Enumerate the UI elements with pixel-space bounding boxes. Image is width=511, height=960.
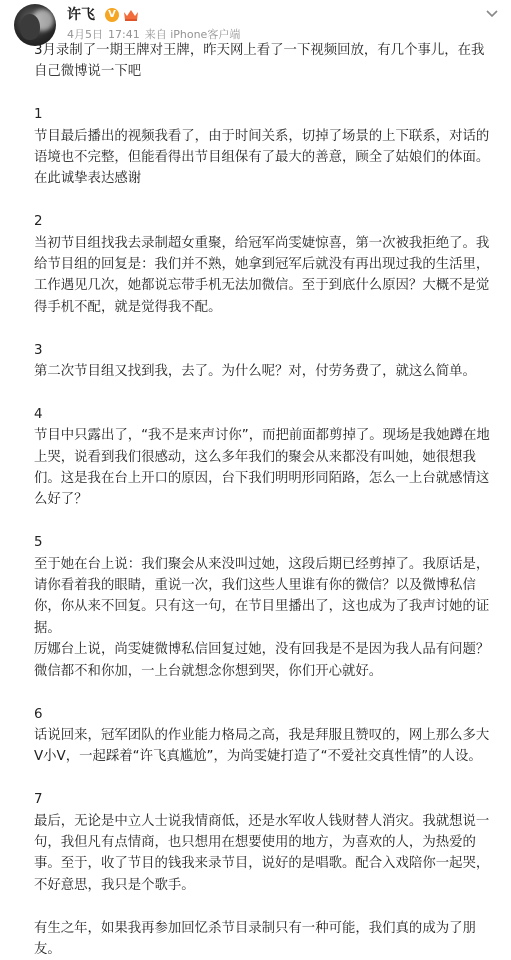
post-paragraph: 话说回来，冠军团队的作业能力格局之高，我是拜服且赞叹的，网上那么多大V小V，一起踩着“许飞真尴尬”，为尚雯婕打造了“不爱社交真性情”的人设。 xyxy=(34,727,490,765)
post-paragraph: 当初节目组找我去录制超女重聚，给冠军尚雯婕惊喜，第一次被我拒绝了。我给节目组的回复是：我们并不熟，她拿到冠军后就没有再出现过我的生活里，工作遇见几次，她都说忘带手机无法加微信。至于到底什么原因？大概不是觉得手机不配，就是觉得我不配。 xyxy=(34,235,490,315)
post-paragraph: 最后，无论是中立人士说我情商低，还是水军收人钱财替人消灾。我就想说一句，我但凡有点情商，也只想用在想要使用的地方，为喜欢的人，为热爱的事。至于，收了节目的钱我来录节目，说好的是唱歌。配合入戏陪你一起哭，不好意思，我只是个歌手。 xyxy=(34,813,490,893)
post-paragraph: 节目中只露出了，“我不是来声讨你”，而把前面都剪掉了。现场是我她蹲在地上哭，说看到我们很感动，这么多年我们的聚会从来都没有叫她，她很想我们。这是我在台上开口的原因，台下我们明明形同陌路，怎么一上台就感情这么好了？ xyxy=(34,428,490,508)
post-paragraph: 第二次节目组又找到我，去了。为什么呢？对，付劳务费了，就这么简单。 xyxy=(34,364,476,380)
post-source[interactable]: 来自 iPhone客户端 xyxy=(144,28,241,41)
section-number: 3 xyxy=(34,342,43,358)
avatar-silhouette xyxy=(20,14,40,40)
section-number: 6 xyxy=(34,706,43,722)
post-paragraph: 节目最后播出的视频我看了，由于时间关系，切掉了场景的上下联系，对话的语境也不完整，但能看得出节目组保有了最大的善意，顾全了姑娘们的体面。在此诚挚表达感谢 xyxy=(34,128,490,187)
post-date: 4月5日 xyxy=(67,28,103,41)
chevron-down-icon[interactable] xyxy=(483,4,501,22)
post-closing: 有生之年，如果我再参加回忆杀节目录制只有一种可能，我们真的成为了朋友。 xyxy=(34,920,476,957)
post-time: 17:41 xyxy=(108,28,140,41)
section-number: 7 xyxy=(34,792,43,808)
username[interactable]: 许飞 xyxy=(67,7,95,23)
section-number: 1 xyxy=(34,107,43,123)
section-number: 2 xyxy=(34,214,43,230)
section-number: 5 xyxy=(34,535,43,551)
section-number: 4 xyxy=(34,406,43,422)
crown-icon xyxy=(123,8,139,22)
post-paragraph: 至于她在台上说：我们聚会从来没叫过她，这段后期已经剪掉了。我原话是，请你看着我的眼睛，重说一次，我们这些人里谁有你的微信？以及微博私信你，你从来不回复。只有这一句，在节目里播出了，这也成为了我声讨她的证据。 xyxy=(34,556,490,636)
post-intro: 3月录制了一期王牌对王牌，昨天网上看了一下视频回放，有几个事儿，在我自己微博说一下吧 xyxy=(34,43,485,80)
post-paragraph: 厉娜台上说，尚雯婕微博私信回复过她，没有回我是不是因为我人品有问题？微信都不和你加，一上台就想念你想到哭，你们开心就好。 xyxy=(34,642,490,679)
post-body xyxy=(34,40,494,960)
verified-badge-icon: V xyxy=(105,8,119,22)
